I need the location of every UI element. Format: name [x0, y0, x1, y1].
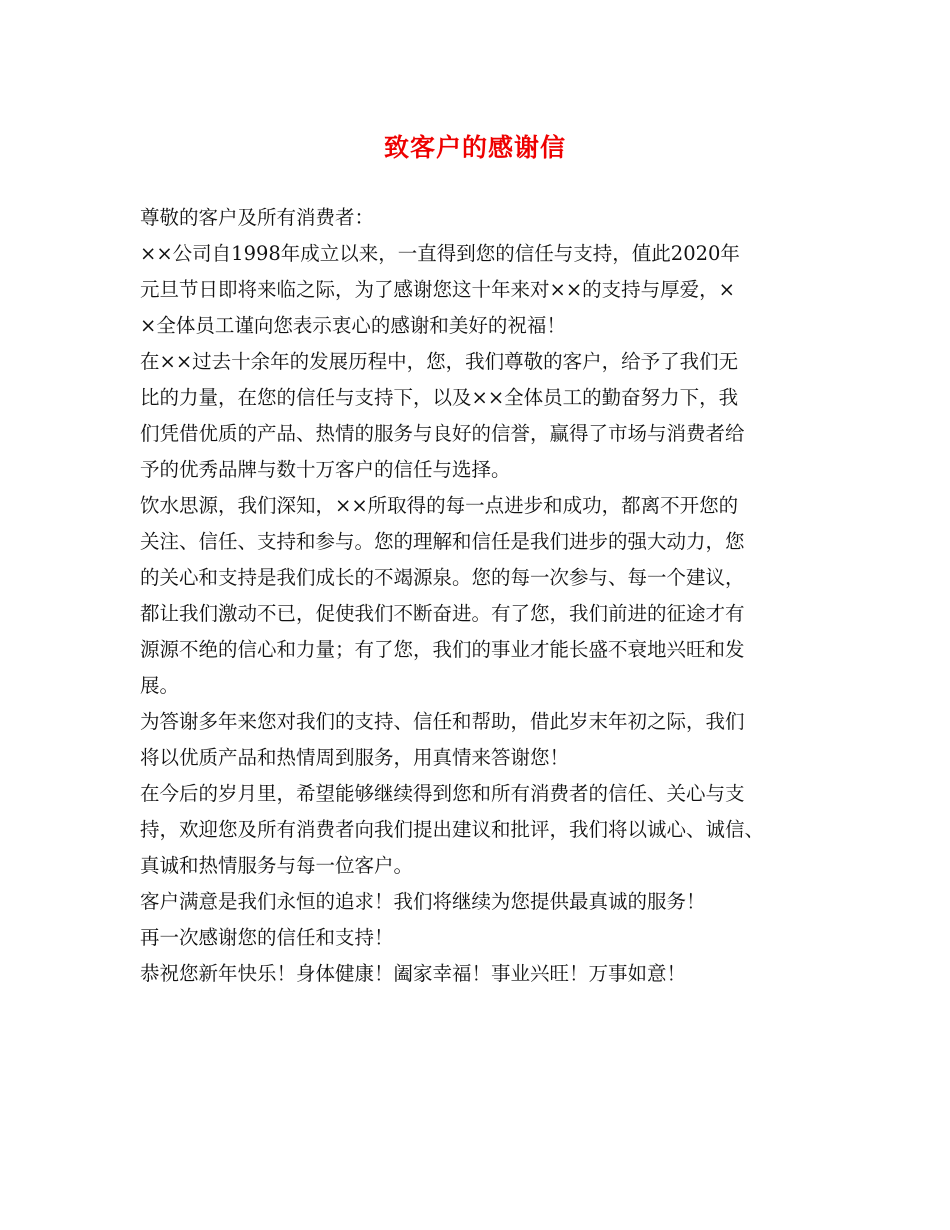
- text-line: 在××过去十余年的发展历程中，您，我们尊敬的客户，给予了我们无: [140, 350, 739, 373]
- text-line: 在今后的岁月里，希望能够继续得到您和所有消费者的信任、关心与支: [140, 782, 745, 805]
- text-line: 饮水思源，我们深知，××所取得的每一点进步和成功，都离不开您的: [140, 494, 739, 517]
- text-line: 客户满意是我们永恒的追求！我们将继续为您提供最真诚的服务！: [140, 890, 706, 913]
- text-line: 关注、信任、支持和参与。您的理解和信任是我们进步的强大动力，您: [140, 530, 745, 553]
- closing-line: 恭祝您新年快乐！身体健康！阖家幸福！事业兴旺！万事如意！: [140, 962, 687, 985]
- text-line: 将以优质产品和热情周到服务，用真情来答谢您！: [140, 746, 570, 769]
- letter-body: [140, 200, 830, 992]
- text-line: 为答谢多年来您对我们的支持、信任和帮助，借此岁末年初之际，我们: [140, 710, 745, 733]
- text-line: 比的力量，在您的信任与支持下，以及××全体员工的勤奋努力下，我: [140, 386, 739, 409]
- text-line: ×全体员工谨向您表示衷心的感谢和美好的祝福！: [140, 314, 566, 337]
- text-line: 再一次感谢您的信任和支持！: [140, 926, 394, 949]
- document-title: 致客户的感谢信: [383, 133, 566, 162]
- text-line: 的关心和支持是我们成长的不竭源泉。您的每一次参与、每一个建议，: [140, 566, 745, 589]
- text-line: 展。: [140, 674, 180, 697]
- text-line: 源源不绝的信心和力量；有了您，我们的事业才能长盛不衰地兴旺和发: [140, 638, 745, 661]
- text-line: 都让我们激动不已，促使我们不断奋进。有了您，我们前进的征途才有: [140, 602, 745, 625]
- text-line: ××公司自1998年成立以来，一直得到您的信任与支持，值此2020年: [140, 242, 740, 265]
- text-line: 予的优秀品牌与数十万客户的信任与选择。: [140, 458, 511, 481]
- text-line: 们凭借优质的产品、热情的服务与良好的信誉，赢得了市场与消费者给: [140, 422, 745, 445]
- text-line: 真诚和热情服务与每一位客户。: [140, 854, 414, 877]
- salutation-line: 尊敬的客户及所有消费者：: [140, 206, 375, 229]
- text-line: 持，欢迎您及所有消费者向我们提出建议和批评，我们将以诚心、诚信、: [140, 818, 765, 841]
- text-line: 元旦节日即将来临之际，为了感谢您这十年来对××的支持与厚爱，×: [140, 278, 736, 301]
